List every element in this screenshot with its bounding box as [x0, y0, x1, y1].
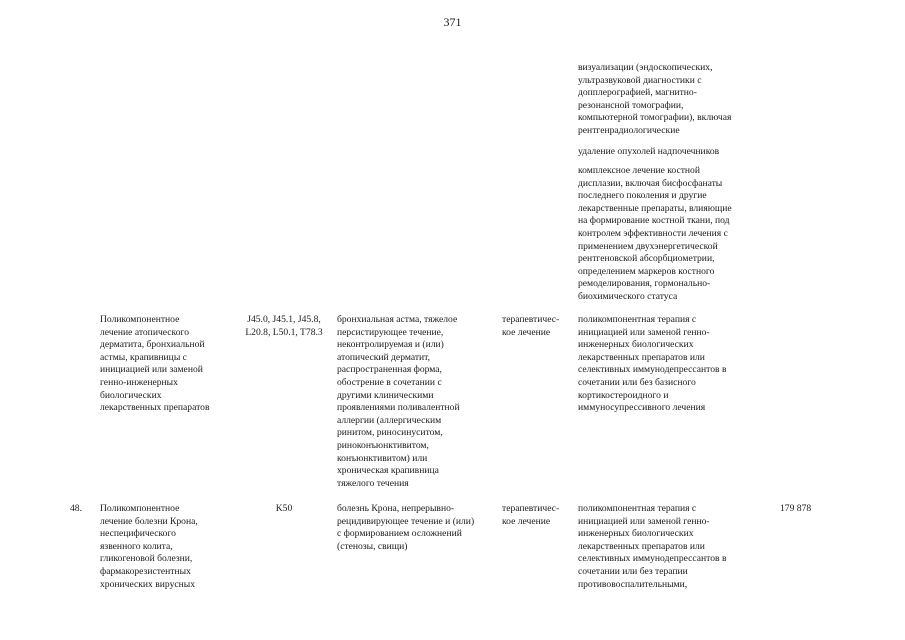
row-treatment-type: терапевтичес- кое лечение — [502, 314, 560, 338]
row-treatment-type: терапевтичес- кое лечение — [502, 503, 560, 527]
row-treatment-method: поликомпонентная терапия с инициацией или заменой генно- инженерных биологических лекарственных препаратов или селективных иммунодепрессантов в сочетании или без терапии противовоспалительными, — [578, 503, 727, 590]
continuation-method-bone-dysplasia: комплексное лечение костной дисплазии, включая бисфосфанаты последнего поколения и другие лекарственные препараты, влияющие на формирование костной ткани, под контролем эффективности лечения с применением двухэнергетической рентгеновской абсорбциометрии, определением маркеров костного ремоделирования, гормонально- биохимического статуса — [578, 165, 732, 302]
continuation-method-visualization: визуализации (эндоскопических, ультразвуковой диагностики с допплерографией, магнитно- резонансной томографии, компьютерной томографии), включая рентгенрадиологические — [578, 62, 732, 136]
continuation-method-adrenal-removal: удаление опухолей надпочечников — [578, 146, 720, 157]
row-icd-codes: K50 — [275, 503, 293, 514]
row-number: 48. — [70, 503, 82, 514]
row-patient-model: бронхиальная астма, тяжелое персистирующее течение, неконтролируемая и (или) атопический дерматит, распространенная форма, обострение в сочетании с другими клиническими проявлениями поливалентной аллергии (аллергическим ринитом, риносинуситом, риноконъюнктивитом, конъюнктивитом) или хроническая крапивница тяжелого течения — [337, 314, 460, 489]
page-number: 371 — [443, 15, 462, 29]
row-icd-codes: J45.0, J45.1, J45.8, L20.8, L50.1, T78.3 — [245, 314, 323, 338]
row-name: Поликомпонентное лечение атопического дерматита, бронхиальной астмы, крапивницы с инициацией или заменой генно-инженерных биологических лекарственных препаратов — [100, 314, 210, 414]
row-treatment-method: поликомпонентная терапия с инициацией или заменой генно- инженерных биологических лекарственных препаратов или селективных иммунодепрессантов в сочетании или без базисного кортикостероидного и иммуносупрессивного лечения — [578, 314, 727, 414]
row-cost: 179 878 — [780, 503, 812, 514]
row-patient-model: болезнь Крона, непрерывно- рецидивирующее течение и (или) с формированием осложнений (стенозы, свищи) — [337, 503, 475, 552]
row-name: Поликомпонентное лечение болезни Крона, неспецифического язвенного колита, гликогеновой болезни, фармакорезистентных хронических вирусных — [100, 503, 198, 590]
